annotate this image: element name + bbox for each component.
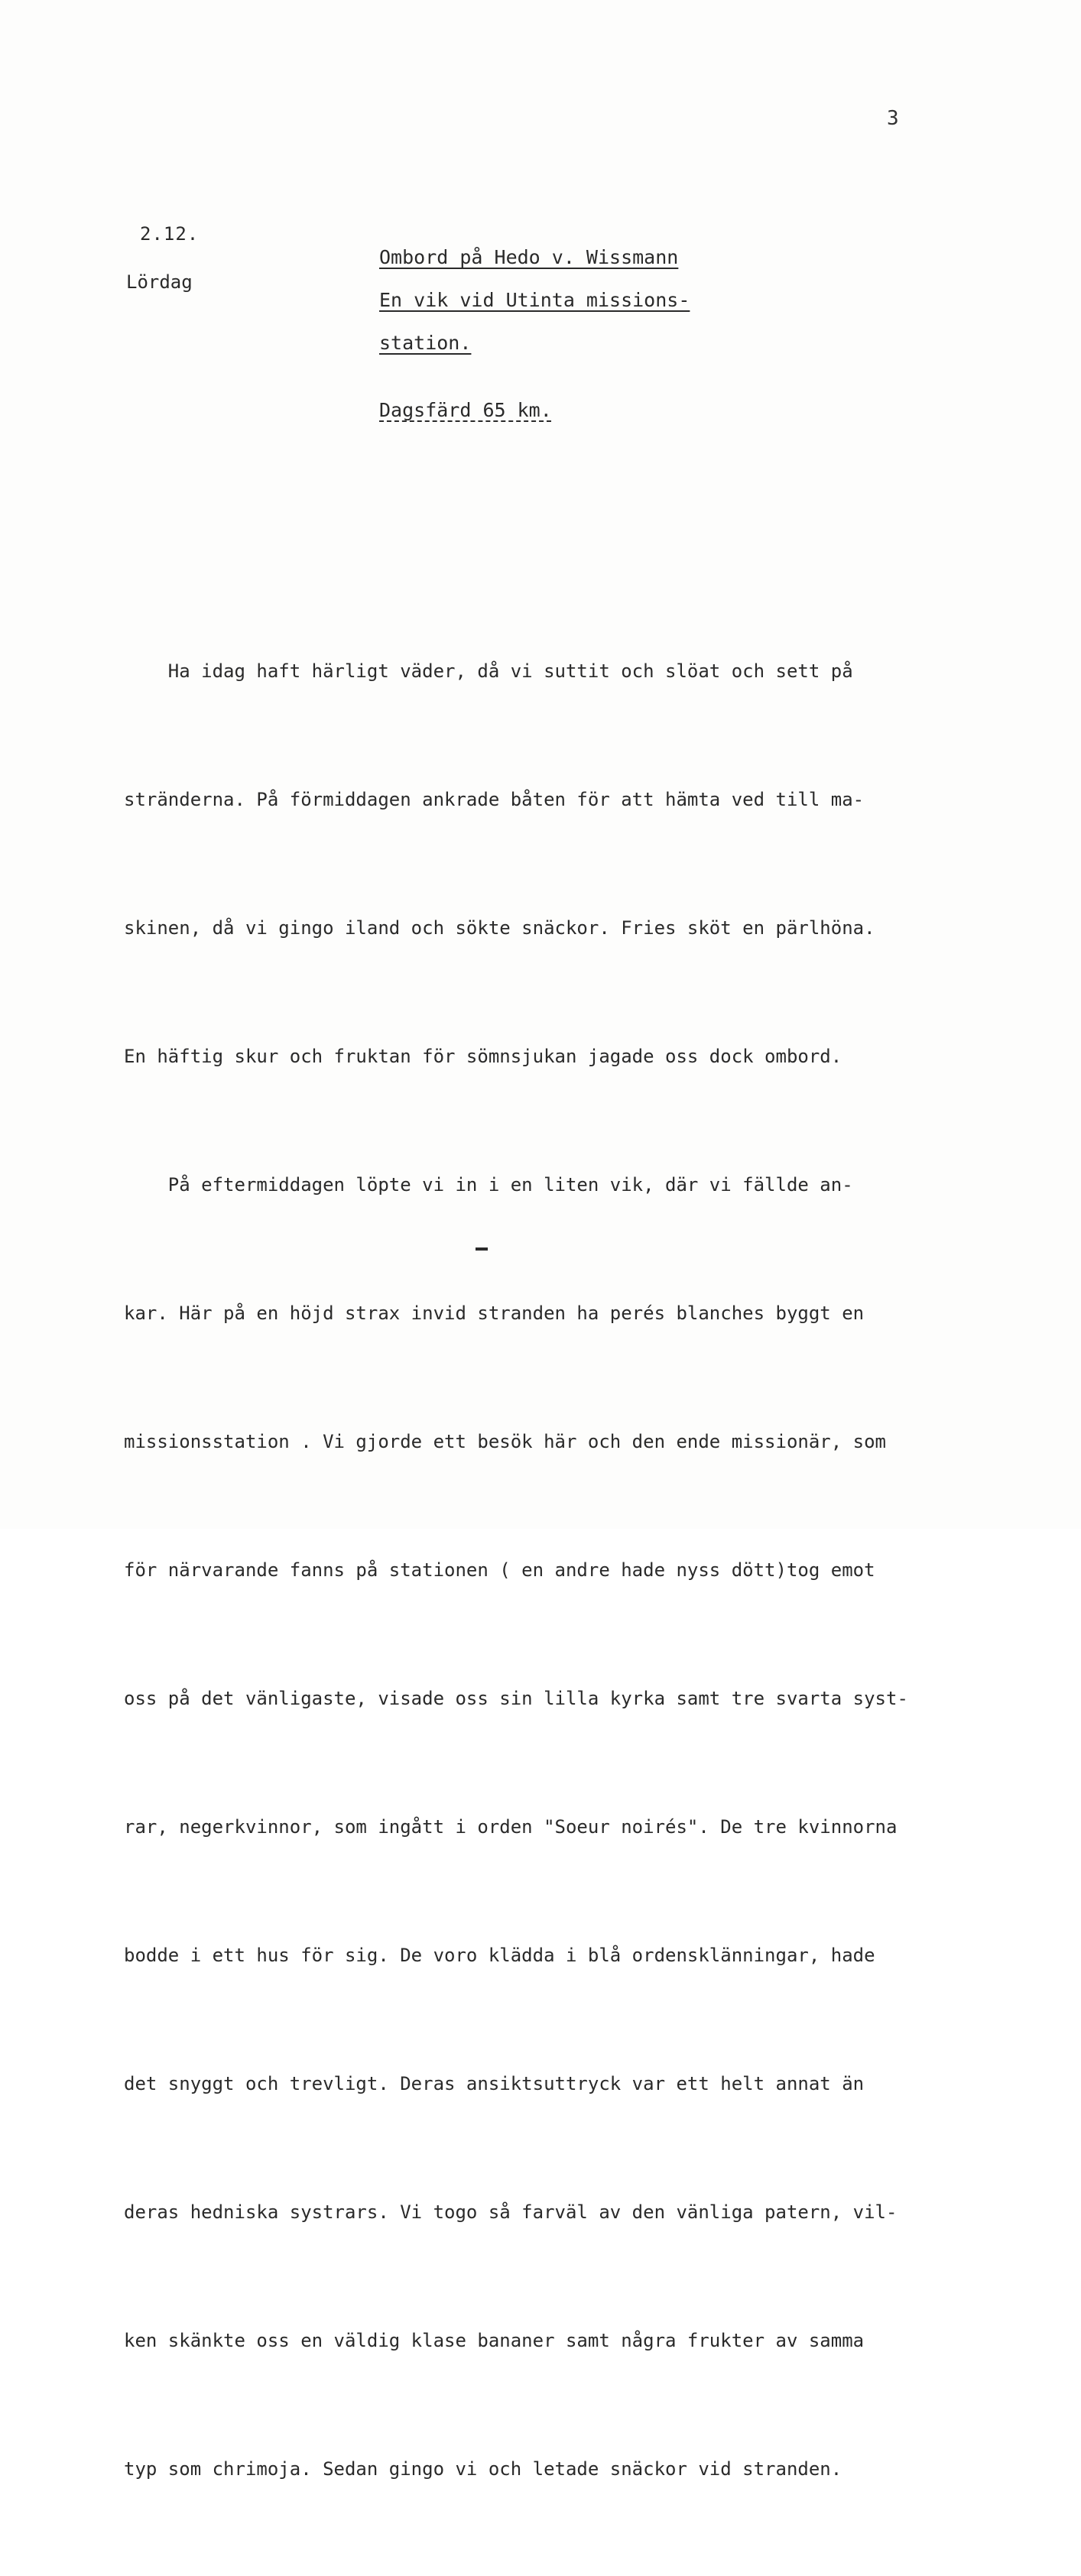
body-line: oss på det vänligaste, visade oss sin lilla kyrka samt tre svarta syst- <box>124 1688 908 1709</box>
body-line: för närvarande fanns på stationen ( en andre hade nyss dött)tog emot <box>124 1559 875 1581</box>
heading-line: Ombord på Hedo v. Wissmann <box>379 246 679 268</box>
entry-weekday: Lördag <box>126 271 193 293</box>
daily-distance: Dagsfärd 65 km. <box>379 399 552 421</box>
body-line: typ som chrimoja. Sedan gingo vi och letade snäckor vid stranden. <box>124 2458 842 2480</box>
body-line: bodde i ett hus för sig. De voro klädda i blå ordensklänningar, hade <box>124 1945 875 1966</box>
body-line: stränderna. På förmiddagen ankrade båten för att hämta ved till ma- <box>124 789 865 810</box>
body-line: Ha idag haft härligt väder, då vi suttit och slöat och sett på <box>124 660 853 682</box>
body-line: rar, negerkvinnor, som ingått i orden "Soeur noirés". De tre kvinnorna <box>124 1816 898 1838</box>
closing-dash <box>476 1247 488 1251</box>
entry-body <box>124 564 1057 2576</box>
body-line: kar. Här på en höjd strax invid stranden ha perés blanches byggt en <box>124 1303 865 1324</box>
body-line: ken skänkte oss en väldig klase bananer samt några frukter av samma <box>124 2330 865 2351</box>
heading-line: station. <box>379 332 472 354</box>
entry-date: 2.12. <box>140 223 200 245</box>
entry-heading <box>379 245 838 373</box>
heading-line: En vik vid Utinta missions- <box>379 289 690 311</box>
body-line: En häftig skur och fruktan för sömnsjukan jagade oss dock ombord. <box>124 1046 842 1067</box>
page-number: 3 <box>887 107 899 130</box>
body-line: det snyggt och trevligt. Deras ansiktsuttryck var ett helt annat än <box>124 2073 865 2094</box>
body-line: deras hedniska systrars. Vi togo så farväl av den vänliga patern, vil- <box>124 2201 898 2223</box>
body-line: På eftermiddagen löpte vi in i en liten vik, där vi fällde an- <box>124 1174 853 1196</box>
body-line: missionsstation . Vi gjorde ett besök här och den ende missionär, som <box>124 1431 886 1452</box>
body-line: skinen, då vi gingo iland och sökte snäckor. Fries sköt en pärlhöna. <box>124 917 875 939</box>
